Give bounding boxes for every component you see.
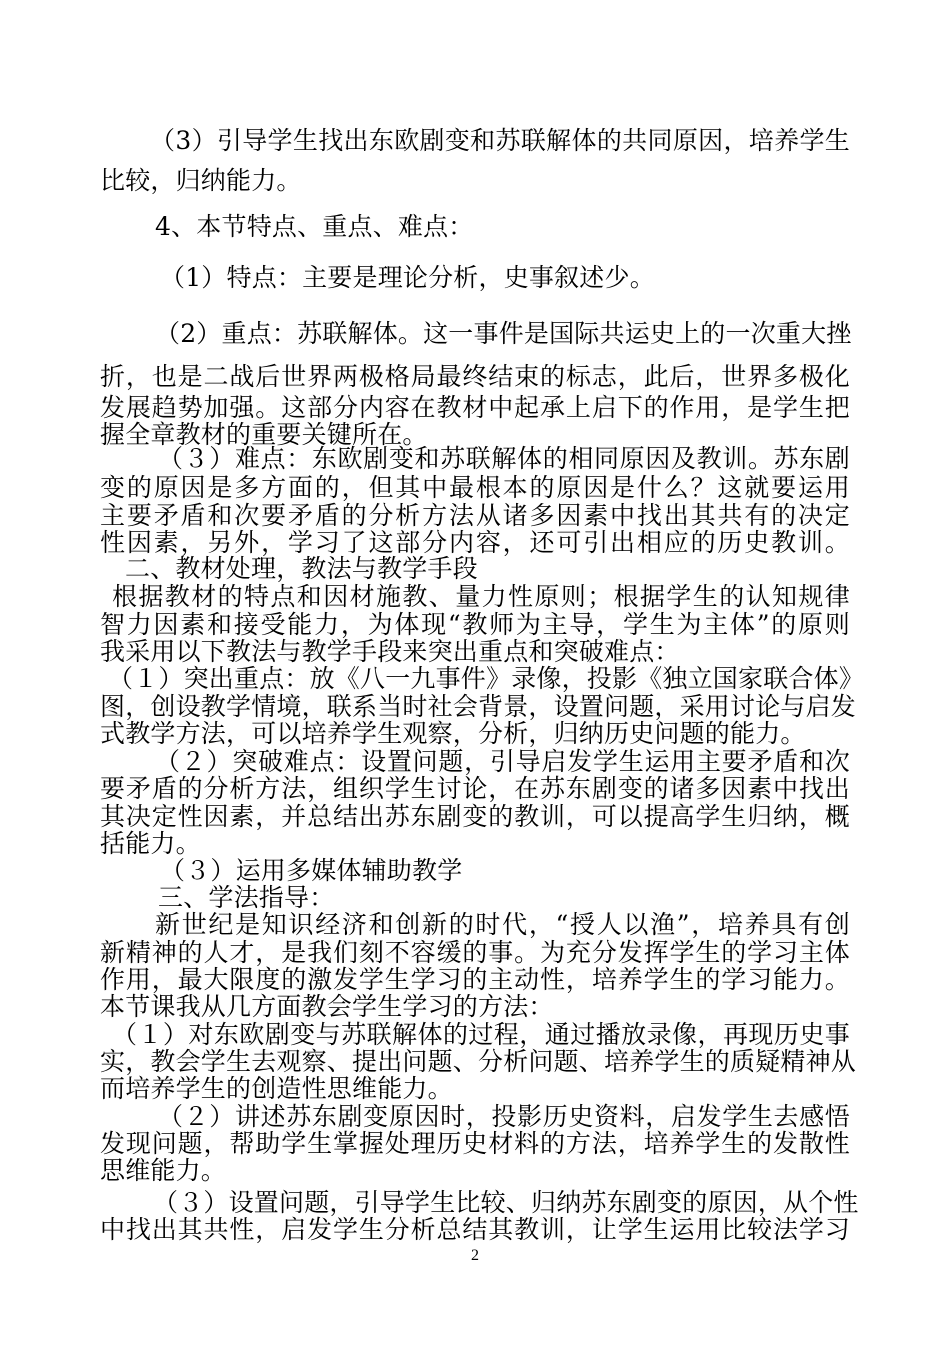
paragraph-line: 实，教会学生去观察、提出问题、分析问题、培养学生的质疑精神从 <box>100 1047 857 1076</box>
paragraph-line: 根据教材的特点和因材施教、量力性原则；根据学生的认知规律 <box>112 582 850 611</box>
paragraph-line: 要矛盾的分析方法，组织学生讨论，在苏东剧变的诸多因素中找出 <box>100 774 850 803</box>
paragraph-line: 作用，最大限度的激发学生学习的主动性，培养学生的学习能力。 <box>100 965 850 994</box>
paragraph-line: 发现问题，帮助学生掌握处理历史材料的方法，培养学生的发散性 <box>100 1129 850 1158</box>
paragraph-line: 新世纪是知识经济和创新的时代，“授人以渔”，培养具有创 <box>155 910 850 939</box>
paragraph-line: （２）突破难点：设置问题，引导启发学生运用主要矛盾和次 <box>155 747 850 776</box>
paragraph-line: 括能力。 <box>100 829 201 858</box>
paragraph-line: （３）难点：东欧剧变和苏联解体的相同原因及教训。苏东剧 <box>158 444 850 473</box>
paragraph-line: （２）讲述苏东剧变原因时，投影历史资料，启发学生去感悟 <box>158 1102 850 1131</box>
paragraph-line: （1）特点：主要是理论分析，史事叙述少。 <box>160 263 655 292</box>
section-heading: 二、教材处理，教法与教学手段 <box>125 554 478 583</box>
paragraph-line: 主要矛盾和次要矛盾的分析方法从诸多因素中找出其共有的决定 <box>100 501 850 530</box>
paragraph-line: （３）设置问题，引导学生比较、归纳苏东剧变的原因，从个性 <box>153 1188 859 1217</box>
page-number: 2 <box>471 1247 479 1264</box>
paragraph-line: 变的原因是多方面的，但其中最根本的原因是什么？这就要运用 <box>100 473 850 502</box>
paragraph-line: 中找出其共性，启发学生分析总结其教训，让学生运用比较法学习 <box>100 1215 850 1244</box>
paragraph-line: （3）引导学生找出东欧剧变和苏联解体的共同原因，培养学生 <box>150 126 850 155</box>
section-heading: 三、学法指导： <box>158 883 335 912</box>
paragraph-line: 发展趋势加强。这部分内容在教材中起承上启下的作用，是学生把 <box>100 393 850 422</box>
paragraph-line: 性因素，另外，学习了这部分内容，还可引出相应的历史教训。 <box>100 528 850 557</box>
paragraph-line: 比较，归纳能力。 <box>100 166 302 195</box>
paragraph-line: 智力因素和接受能力，为体现“教师为主导，学生为主体”的原则 <box>100 610 850 639</box>
section-heading: 4、本节特点、重点、难点： <box>155 212 474 241</box>
paragraph-line: （３）运用多媒体辅助教学 <box>160 856 463 885</box>
paragraph-line: （１）对东欧剧变与苏联解体的过程，通过播放录像，再现历史事 <box>112 1020 850 1049</box>
paragraph-line: 握全章教材的重要关键所在。 <box>100 420 428 449</box>
paragraph-line: 新精神的人才，是我们刻不容缓的事。为充分发挥学生的学习主体 <box>100 938 850 967</box>
paragraph-line: （１）突出重点：放《八一九事件》录像，投影《独立国家联合体》 <box>108 664 865 693</box>
paragraph-line: 本节课我从几方面教会学生学习的方法： <box>100 992 554 1021</box>
paragraph-line: （2）重点：苏联解体。这一事件是国际共运史上的一次重大挫 <box>155 319 852 348</box>
paragraph-line: 折，也是二战后世界两极格局最终结束的标志，此后，世界多极化 <box>100 362 850 391</box>
paragraph-line: 我采用以下教法与教学手段来突出重点和突破难点： <box>100 637 680 666</box>
paragraph-line: 其决定性因素，并总结出苏东剧变的教训，可以提高学生归纳，概 <box>100 802 850 831</box>
paragraph-line: 思维能力。 <box>100 1156 227 1185</box>
paragraph-line: 而培养学生的创造性思维能力。 <box>100 1074 453 1103</box>
paragraph-line: 图，创设教学情境，联系当时社会背景，设置问题，采用讨论与启发 <box>100 692 857 721</box>
paragraph-line: 式教学方法，可以培养学生观察，分析，归纳历史问题的能力。 <box>100 719 806 748</box>
